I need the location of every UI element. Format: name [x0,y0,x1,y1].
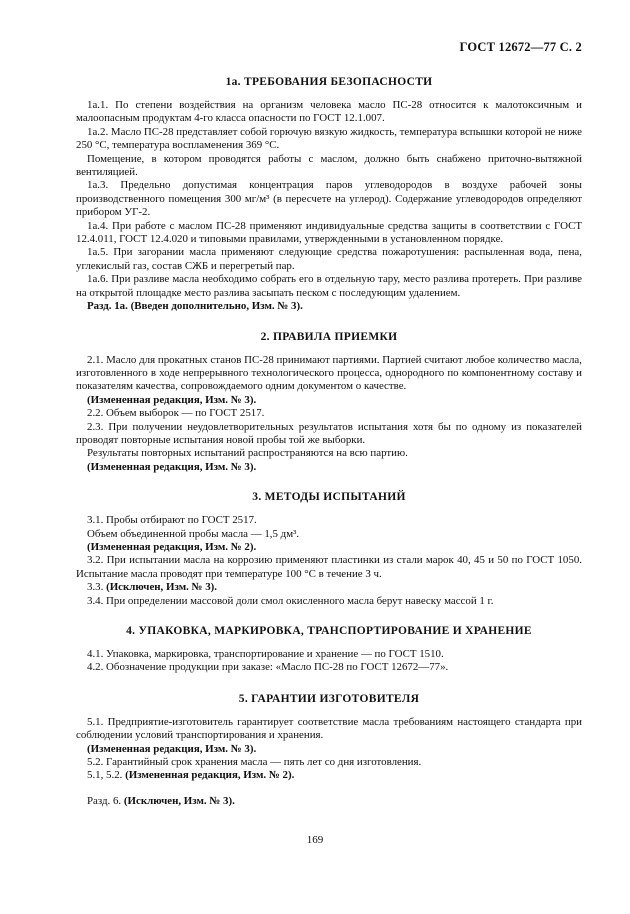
section-5-title: 5. ГАРАНТИИ ИЗГОТОВИТЕЛЯ [238,692,420,705]
amendment-note: (Измененная редакция, Изм. № 3). [87,460,257,473]
paragraph-5-1-5-2-note [76,769,582,782]
paragraph-2-3-results: Результаты повторных испытаний распространяются на всю партию. [87,447,408,460]
section-2-title: 2. ПРАВИЛА ПРИЕМКИ [260,330,398,343]
paragraph-3-1-volume: Объем объединенной пробы масла — 1,5 дм³. [87,527,300,540]
paragraph-4-2: 4.2. Обозначение продукции при заказе: «Масло ПС-28 по ГОСТ 12672—77». [87,661,449,674]
paragraph-2-3: 2.3. При получении неудовлетворительных результатов испытания хотя бы по одному из показателей проводят повторные испытания новой пробы той же выборки. [76,420,582,446]
paragraph-3-3 [76,581,582,594]
amendment-note: (Измененная редакция, Изм. № 2). [125,769,295,782]
running-header: ГОСТ 12672—77 С. 2 [459,40,582,54]
document-body [76,76,582,808]
paragraph-3-2: 3.2. При испытании масла на коррозию применяют пластинки из стали марок 40, 45 и 50 по ГОСТ 1050. Испытание масла проводят при температуре 100 °С в течение 3 ч. [76,554,582,580]
paragraph-1a-2: 1а.2. Масло ПС-28 представляет собой горючую вязкую жидкость, температура вспышки которой не ниже 250 °С, температура воспламенения 369 °С. [76,125,582,152]
paragraph-3-1: 3.1. Пробы отбирают по ГОСТ 2517. [87,514,257,527]
paragraph-2-1: 2.1. Масло для прокатных станов ПС-28 принимают партиями. Партией считают любое количество масла, изготовленного в ходе непрерывного технологического процесса, однородного по компонентному составу и показателям качества, сопровождаемого одним документом о качестве. [76,353,582,393]
section-1a-title: 1а. ТРЕБОВАНИЯ БЕЗОПАСНОСТИ [225,76,433,88]
section-label: Разд. 6. [87,794,122,807]
paragraph-5-1: 5.1. Предприятие-изготовитель гарантирует соответствие масла требованиям настоящего стандарта при соблюдении условий транспортирования и хранения. [76,715,582,742]
section-4-title: 4. УПАКОВКА, МАРКИРОВКА, ТРАНСПОРТИРОВАНИЕ И ХРАНЕНИЕ [126,625,532,637]
amendment-note: (Измененная редакция, Изм. № 2). [87,540,257,553]
page-number: 169 [306,834,324,846]
amendment-note: Разд. 1а. (Введен дополнительно, Изм. № 3). [87,300,303,313]
paragraph-1a-5: 1а.5. При загорании масла применяют следующие средства пожаротушения: распыленная вода, пена, углекислый газ, состав СЖБ и перегретый пар. [76,246,582,272]
section-6-note [76,795,582,808]
section-3-title: 3. МЕТОДЫ ИСПЫТАНИЙ [252,491,406,504]
paragraph-1a-4: 1а.4. При работе с маслом ПС-28 применяют индивидуальные средства защиты в соответствии с ГОСТ 12.4.011, ГОСТ 12.4.020 и типовыми правилами, утвержденными в установленном порядке. [76,219,582,246]
amendment-note: (Измененная редакция, Изм. № 3). [87,742,257,755]
excluded-note: (Исключен, Изм. № 3). [123,794,235,807]
paragraph-4-1: 4.1. Упаковка, маркировка, транспортирование и хранение — по ГОСТ 1510. [87,648,444,660]
paragraph-3-4: 3.4. При определении массовой доли смол окисленного масла берут навеску массой 1 г. [87,594,494,607]
paragraph-number: 5.1, 5.2. [87,769,123,782]
paragraph-1a-3: 1а.3. Предельно допустимая концентрация паров углеводородов в воздухе рабочей зоны производственного помещения 300 мг/м³ (в пересчете на углерод). Содержание углеводородов определяют прибором УГ-2. [76,179,582,219]
paragraph-number: 3.3. [87,581,104,594]
paragraph-1a-2-room: Помещение, в котором проводятся работы с маслом, должно быть снабжено приточно-вытяжной вентиляцией. [76,152,582,179]
excluded-note: (Исключен, Изм. № 3). [106,581,218,594]
paragraph-1a-1: 1а.1. По степени воздействия на организм человека масло ПС-28 относится к малотоксичным и малоопасным продуктам 4-го класса опасности по ГОСТ 12.1.007. [76,99,582,125]
amendment-note: (Измененная редакция, Изм. № 3). [87,393,257,406]
paragraph-2-2: 2.2. Объем выборок — по ГОСТ 2517. [87,407,265,420]
paragraph-5-2: 5.2. Гарантийный срок хранения масла — пять лет со дня изготовления. [87,756,422,769]
paragraph-1a-6: 1а.6. При разливе масла необходимо собрать его в отдельную тару, место разлива протереть. При разливе на открытой площадке место разлива засыпать песком с последующим удалением. [76,273,582,299]
